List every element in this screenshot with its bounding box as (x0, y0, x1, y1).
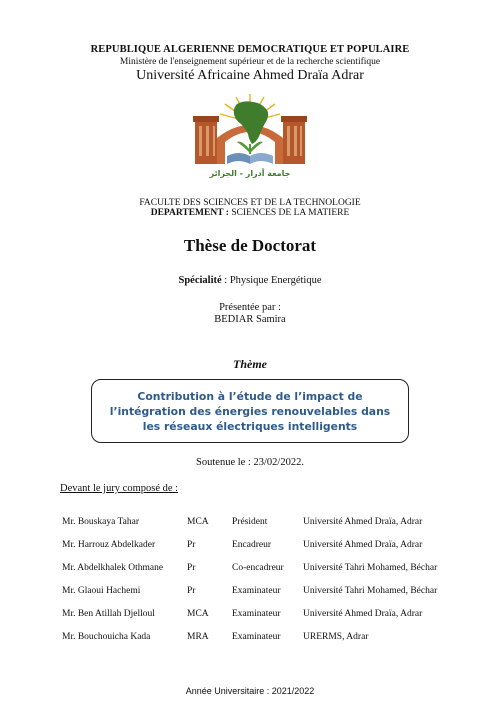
jury-member-role: Co-encadreur (232, 563, 284, 573)
jury-row (0, 609, 500, 623)
jury-member-grade: Pr (187, 563, 196, 573)
jury-heading: Devant le jury composé de : (60, 483, 179, 494)
logo-arabic-text: جامعة أدرار - الجزائر (209, 169, 291, 178)
department-value: SCIENCES DE LA MATIERE (228, 208, 350, 218)
jury-member-institution: Université Ahmed Draïa, Adrar (303, 517, 423, 527)
book-icon (227, 153, 273, 164)
theme-text: Contribution à l’étude de l’impact de l’intégration des énergies renouvelables dans les réseaux électriques intelligents (109, 389, 391, 433)
department-label: DEPARTEMENT : (150, 208, 229, 218)
jury-member-name: Mr. Glaoui Hachemi (62, 586, 141, 596)
jury-member-grade: Pr (187, 586, 196, 596)
jury-member-grade: Pr (187, 540, 196, 550)
defense-date: Soutenue le : 23/02/2022. (196, 457, 304, 468)
author-name: BEDIAR Samira (214, 314, 286, 325)
jury-member-name: Mr. Ben Atillah Djelloul (62, 609, 155, 619)
jury-row (0, 540, 500, 554)
jury-row (0, 586, 500, 600)
jury-member-grade: MCA (187, 609, 209, 619)
theme-label: Thème (233, 357, 267, 371)
jury-row (0, 632, 500, 646)
jury-row (0, 517, 500, 531)
jury-member-institution: Université Tahri Mohamed, Béchar (303, 586, 438, 596)
department-line (0, 208, 500, 218)
jury-member-institution: Université Tahri Mohamed, Béchar (303, 563, 438, 573)
jury-member-grade: MRA (187, 632, 209, 642)
university-name: Université Africaine Ahmed Draïa Adrar (136, 68, 364, 83)
jury-member-role: Examinateur (232, 586, 281, 596)
plant-icon (237, 142, 263, 154)
africa-map-icon (234, 101, 268, 144)
university-logo (187, 90, 313, 180)
jury-member-institution: Université Ahmed Draïa, Adrar (303, 609, 423, 619)
jury-member-name: Mr. Bouskaya Tahar (62, 517, 139, 527)
jury-member-grade: MCA (187, 517, 209, 527)
jury-member-institution: URERMS, Adrar (303, 632, 369, 642)
jury-member-name: Mr. Bouchouicha Kada (62, 632, 151, 642)
republic-header: REPUBLIQUE ALGERIENNE DEMOCRATIQUE ET POPULAIRE (90, 44, 410, 55)
academic-year: Année Universitaire : 2021/2022 (185, 686, 315, 696)
theme-box (91, 379, 409, 443)
presented-by-label: Présentée par : (219, 302, 281, 313)
jury-member-role: Président (232, 517, 268, 527)
jury-member-role: Examinateur (232, 609, 281, 619)
jury-member-role: Examinateur (232, 632, 281, 642)
thesis-title: Thèse de Doctorat (183, 236, 317, 255)
faculty-name: FACULTE DES SCIENCES ET DE LA TECHNOLOGIE (139, 198, 361, 208)
jury-member-role: Encadreur (232, 540, 272, 550)
speciality-value: : Physique Energétique (221, 275, 322, 286)
jury-member-institution: Université Ahmed Draïa, Adrar (303, 540, 423, 550)
jury-member-name: Mr. Abdelkhalek Othmane (62, 563, 164, 573)
jury-member-name: Mr. Harrouz Abdelkader (62, 540, 156, 550)
ministry-line: Ministère de l'enseignement supérieur et de la recherche scientifique (119, 57, 381, 67)
jury-row (0, 563, 500, 577)
speciality-line (0, 275, 500, 286)
speciality-label: Spécialité (178, 275, 222, 286)
